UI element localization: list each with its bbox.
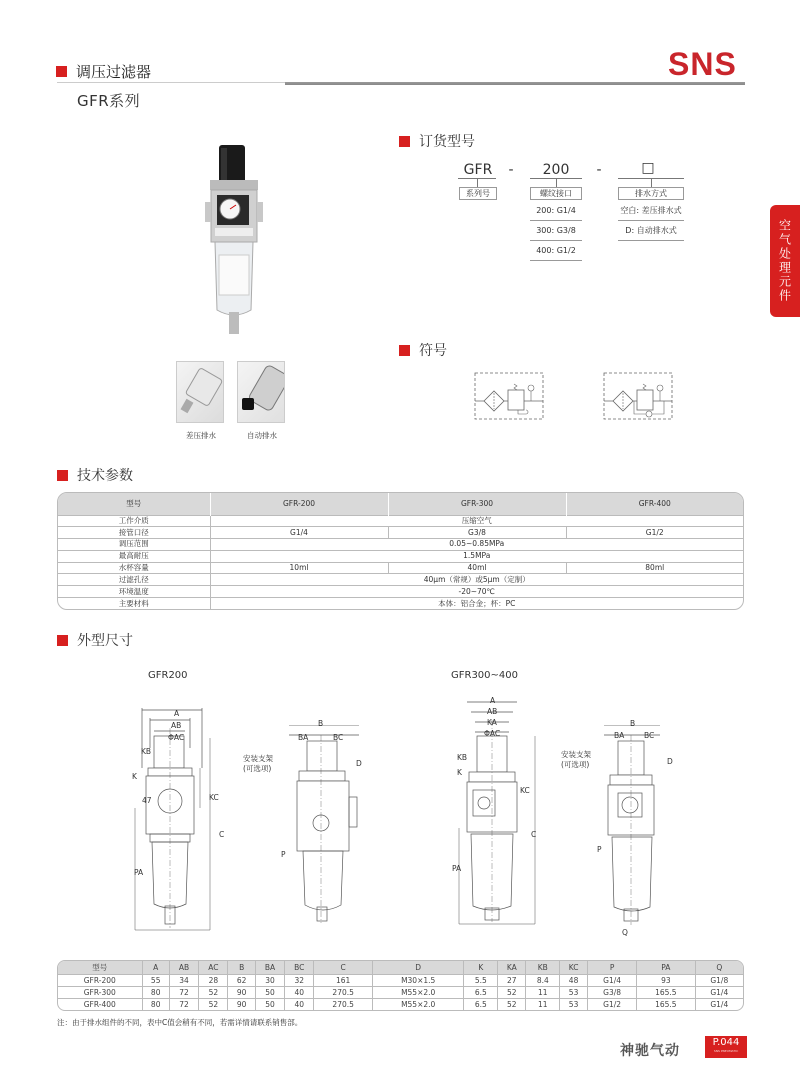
dim-header: AB: [169, 961, 198, 974]
spec-table: [57, 492, 744, 610]
photo-diff-drain: [176, 361, 224, 423]
spec-row: [58, 539, 743, 551]
spec-value: 0.05~0.85MPa: [210, 539, 743, 551]
section-symbol: [399, 340, 447, 360]
dim-cell: 11: [526, 998, 560, 1010]
bracket-optional: (可选项): [243, 764, 272, 773]
dim-cell: 62: [228, 974, 255, 986]
side-tab-category[interactable]: 空气处理元件: [770, 205, 800, 317]
dim-cell: 5.5: [464, 974, 498, 986]
symbol-diff-drain: [474, 372, 546, 422]
dim-cell: G3/8: [588, 986, 637, 998]
spec-label: 水杯容量: [58, 562, 210, 574]
dim-cell: 28: [199, 974, 228, 986]
dim-header: A: [142, 961, 169, 974]
dim-header: B: [228, 961, 255, 974]
dim-cell: 165.5: [637, 986, 695, 998]
section-title: 订货型号: [419, 134, 475, 150]
dim-label-D: D: [356, 759, 362, 768]
thread-option: 200: G1/4: [530, 202, 582, 221]
spec-value: G1/2: [566, 527, 743, 539]
dim-header: KB: [526, 961, 560, 974]
drain-option: D: 自动排水式: [618, 222, 684, 241]
spec-value: G1/4: [210, 527, 388, 539]
spec-value: 压缩空气: [210, 515, 743, 527]
dim-header: P: [588, 961, 637, 974]
dim-label-AB: AB: [171, 721, 182, 730]
dim-label-A: A: [490, 696, 496, 705]
dim-cell: 90: [228, 986, 255, 998]
spec-label: 调压范围: [58, 539, 210, 551]
thread-option: 300: G3/8: [530, 222, 582, 241]
dimension-table: [57, 960, 744, 1011]
bracket-optional: (可选项): [561, 760, 590, 769]
dim-cell: 93: [637, 974, 695, 986]
dim-label-PA: PA: [134, 868, 144, 877]
dim-cell: 80: [142, 998, 169, 1010]
page-number-badge: [705, 1036, 747, 1058]
brand-logo: SNS: [668, 46, 737, 82]
dim-cell: 72: [169, 986, 198, 998]
page-subtitle: GFR系列: [77, 92, 141, 110]
page-title: [56, 61, 151, 82]
page-badge-sub: SNS PNEUMATIC: [713, 1049, 739, 1053]
dim-row: [58, 986, 743, 998]
dim-cell: GFR-400: [58, 998, 142, 1010]
dim-header: 型号: [58, 961, 142, 974]
connector: [477, 178, 478, 187]
product-photo: [205, 140, 275, 340]
spec-header: GFR-200: [210, 493, 388, 515]
dim-row: [58, 998, 743, 1010]
caption-diff-drain: 差压排水: [186, 431, 216, 440]
section-spec: [57, 465, 133, 485]
dim-cell: 90: [228, 998, 255, 1010]
spec-label: 接管口径: [58, 527, 210, 539]
bracket-label: 安装支架: [243, 754, 273, 763]
spec-row: [58, 586, 743, 598]
spec-label: 最高耐压: [58, 550, 210, 562]
label-drain: 排水方式: [618, 187, 684, 200]
dim-label-P: P: [281, 850, 286, 859]
dim-header: BC: [285, 961, 314, 974]
dim-cell: 80: [142, 986, 169, 998]
dim-cell: 53: [560, 986, 588, 998]
dim-cell: G1/4: [695, 986, 743, 998]
label-thread: 螺纹接口: [530, 187, 582, 200]
spec-value: 10ml: [210, 562, 388, 574]
dim-header: KC: [560, 961, 588, 974]
spec-value: -20~70℃: [210, 586, 743, 598]
dim-label-BA: BA: [614, 731, 625, 740]
dim-label-KB: KB: [141, 747, 152, 756]
dim-cell: 8.4: [526, 974, 560, 986]
symbol-auto-drain: [603, 372, 675, 422]
dim-label-47: 47: [142, 796, 152, 805]
thread-option: 400: G1/2: [530, 242, 582, 261]
caption-auto-drain: 自动排水: [247, 431, 277, 440]
spec-row: [58, 598, 743, 610]
dim-cell: M55×2.0: [372, 986, 464, 998]
dim-cell: 270.5: [314, 986, 372, 998]
dim-label-PA: PA: [452, 864, 462, 873]
spec-value: 40ml: [388, 562, 566, 574]
dim-label-KB: KB: [457, 753, 468, 762]
dim-label-D: D: [667, 757, 673, 766]
spec-label: 主要材料: [58, 598, 210, 610]
dim-cell: 50: [255, 986, 284, 998]
dim-cell: 40: [285, 998, 314, 1010]
dim-label-C: C: [219, 830, 225, 839]
dim-cell: G1/4: [588, 974, 637, 986]
dim-cell: 55: [142, 974, 169, 986]
spec-row: [58, 527, 743, 539]
spec-row: [58, 574, 743, 586]
dim-cell: 27: [498, 974, 526, 986]
dim-label-KC: KC: [209, 793, 219, 802]
spec-value: 1.5MPa: [210, 550, 743, 562]
dim-cell: 52: [498, 998, 526, 1010]
section-marker: [57, 470, 68, 481]
dim-cell: 72: [169, 998, 198, 1010]
dim-label-B: B: [630, 719, 636, 728]
code-thread: 200: [542, 162, 570, 178]
dim-cell: GFR-300: [58, 986, 142, 998]
photo-auto-drain: [237, 361, 285, 423]
dim-label-AB: AB: [487, 707, 498, 716]
spec-value: G3/8: [388, 527, 566, 539]
spec-label: 环境温度: [58, 586, 210, 598]
dim-cell: 6.5: [464, 986, 498, 998]
page-number: P.044: [712, 1037, 740, 1048]
section-order-code: [399, 131, 475, 151]
dim-label-K: K: [132, 772, 137, 781]
code-sep-1: -: [508, 162, 514, 178]
dim-cell: G1/2: [588, 998, 637, 1010]
spec-label: 过滤孔径: [58, 574, 210, 586]
dim-label-AC: ΦAC: [168, 733, 185, 742]
dim-cell: M55×2.0: [372, 998, 464, 1010]
dim-cell: 40: [285, 986, 314, 998]
spec-header: GFR-300: [388, 493, 566, 515]
spec-label: 工作介质: [58, 515, 210, 527]
code-sep-2: -: [596, 162, 602, 178]
section-marker: [399, 345, 410, 356]
label-series: 系列号: [459, 187, 497, 200]
dim-label-K: K: [457, 768, 462, 777]
dim-label-KC: KC: [520, 786, 530, 795]
dim-header: AC: [199, 961, 228, 974]
section-marker: [56, 66, 67, 77]
drawing-gfr300-front: [455, 700, 555, 930]
dim-cell: 53: [560, 998, 588, 1010]
dim-header: D: [372, 961, 464, 974]
footer-brand: 神驰气动: [620, 1043, 680, 1059]
section-marker: [399, 136, 410, 147]
dim-label-AC: ΦAC: [484, 729, 501, 738]
spec-header: 型号: [58, 493, 210, 515]
spec-row: [58, 515, 743, 527]
drawing-gfr200-front: [130, 708, 240, 933]
dim-cell: G1/8: [695, 974, 743, 986]
dim-cell: 165.5: [637, 998, 695, 1010]
section-title: 符号: [419, 343, 447, 359]
dim-cell: 52: [199, 998, 228, 1010]
dim-cell: 6.5: [464, 998, 498, 1010]
dim-header: BA: [255, 961, 284, 974]
drawing-title-300: GFR300~400: [451, 670, 519, 681]
bracket-label: 安装支架: [561, 750, 591, 759]
dim-label-BC: BC: [333, 733, 344, 742]
spec-row: [58, 550, 743, 562]
dim-cell: 34: [169, 974, 198, 986]
dim-header: PA: [637, 961, 695, 974]
dim-header: C: [314, 961, 372, 974]
spec-header-row: [58, 493, 743, 515]
dim-label-A: A: [174, 709, 180, 718]
dim-label-BA: BA: [298, 733, 309, 742]
drain-option: 空白: 差压排水式: [618, 202, 684, 221]
dim-label-P: P: [597, 845, 602, 854]
spec-header: GFR-400: [566, 493, 743, 515]
dim-cell: G1/4: [695, 998, 743, 1010]
dim-cell: GFR-200: [58, 974, 142, 986]
dim-cell: 52: [199, 986, 228, 998]
dim-cell: 161: [314, 974, 372, 986]
dim-cell: 270.5: [314, 998, 372, 1010]
dim-cell: 50: [255, 998, 284, 1010]
footnote: 注：由于排水组件的不同，表中C值会稍有不同，若需详情请联系销售部。: [57, 1018, 303, 1027]
dim-header-row: [58, 961, 743, 974]
connector: [556, 178, 557, 187]
dim-label-B: B: [318, 719, 324, 728]
dim-label-C: C: [531, 830, 537, 839]
dim-cell: 52: [498, 986, 526, 998]
section-dimensions: [57, 630, 133, 650]
dim-cell: 11: [526, 986, 560, 998]
drawing-gfr300-side: [600, 725, 675, 935]
code-drain: □: [641, 160, 655, 176]
dim-cell: M30×1.5: [372, 974, 464, 986]
dim-cell: 48: [560, 974, 588, 986]
dim-row: [58, 974, 743, 986]
dim-header: K: [464, 961, 498, 974]
section-title: 外型尺寸: [77, 633, 133, 649]
dim-cell: 30: [255, 974, 284, 986]
spec-value: 本体：铝合金；杯：PC: [210, 598, 743, 610]
spec-value: 40μm（常规）或5μm（定制）: [210, 574, 743, 586]
dim-label-Q: Q: [622, 928, 628, 937]
section-title: 技术参数: [77, 468, 133, 484]
drawing-gfr200-side: [285, 725, 370, 925]
spec-value: 80ml: [566, 562, 743, 574]
section-marker: [57, 635, 68, 646]
dim-label-KA: KA: [487, 718, 497, 727]
code-series: GFR: [463, 162, 493, 178]
dim-label-BC: BC: [644, 731, 655, 740]
dim-header: Q: [695, 961, 743, 974]
drawing-title-200: GFR200: [148, 670, 188, 681]
header-divider: [57, 82, 287, 83]
spec-row: [58, 562, 743, 574]
dim-cell: 32: [285, 974, 314, 986]
connector: [651, 178, 652, 187]
page-title-text: 调压过滤器: [76, 63, 152, 81]
dim-header: KA: [498, 961, 526, 974]
